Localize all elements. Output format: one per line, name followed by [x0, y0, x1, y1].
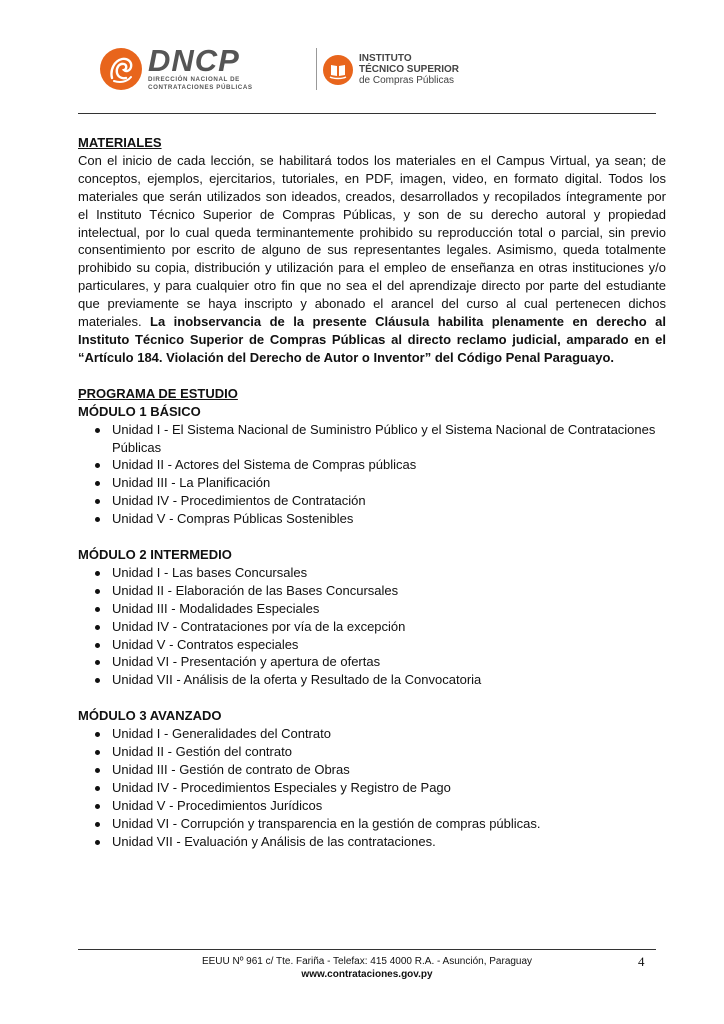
unit-item: Unidad I - Generalidades del Contrato: [112, 725, 666, 743]
unit-item: Unidad IV - Contrataciones por vía de la excepción: [112, 618, 666, 636]
materiales-bold-clause: La inobservancia de la presente Cláusula habilita plenamente en derecho al Instituto Técnico Superior de Compras Públicas al directo reclamo judicial, amparado en el “Artículo 184. Violación del Derecho de Autor o Inventor” del Código Penal Paraguayo.: [78, 314, 666, 365]
materiales-title: MATERIALES: [78, 135, 162, 150]
institute-name-line3: de Compras Públicas: [359, 75, 455, 86]
unit-item: Unidad V - Contratos especiales: [112, 636, 666, 654]
unit-list: [78, 564, 666, 689]
unit-item: Unidad II - Gestión del contrato: [112, 743, 666, 761]
header-divider: [316, 48, 317, 90]
unit-item: Unidad VI - Corrupción y transparencia en la gestión de compras públicas.: [112, 815, 666, 833]
institute-logo: [323, 53, 459, 86]
materiales-text: Con el inicio de cada lección, se habilitará todos los materiales en el Campus Virtual, ya sean; de conceptos, ejemplos, ejercitarios, tutoriales, en PDF, imagen, video, en formato digital. Todos los materiales que serán utilizados son ideados, creados, desarrollados y recopilados íntegramente por el Instituto Técnico Superior de Compras Públicas, y son de su derecho autoral y propiedad intelectual, por lo cual queda terminantemente prohibido su reproducción total o parcial, sin previo consentimiento por escrito de alguno de sus representantes legales. Asimismo, queda totalmente prohibido su copia, distribución y utilización para el empleo de enseñanza en otras instituciones y/o particulares, y para cualquier otro fin que no sea el del aprendizaje directo por parte del estudiante que previamente se haya inscripto y abonado el arancel del curso al cual pertenecen dichos materiales.: [78, 152, 666, 330]
institute-name-line1: INSTITUTO: [359, 53, 412, 64]
footer-website: www.contrataciones.gov.py: [301, 969, 433, 980]
module-title: MÓDULO 3 AVANZADO: [78, 708, 222, 724]
unit-item: Unidad III - La Planificación: [112, 474, 666, 492]
unit-item: Unidad V - Compras Públicas Sostenibles: [112, 510, 666, 528]
dncp-logo: [100, 43, 253, 91]
unit-item: Unidad II - Actores del Sistema de Compras públicas: [112, 456, 666, 474]
header-rule: [78, 113, 656, 114]
footer-rule: [78, 949, 656, 950]
unit-item: Unidad VII - Análisis de la oferta y Resultado de la Convocatoria: [112, 671, 666, 689]
dncp-wordmark: DNCP: [148, 43, 240, 78]
modules-container: [78, 403, 666, 851]
unit-list: [78, 421, 666, 528]
unit-item: Unidad VI - Presentación y apertura de ofertas: [112, 653, 666, 671]
unit-item: Unidad III - Modalidades Especiales: [112, 600, 666, 618]
materiales-paragraph: [78, 152, 666, 367]
unit-item: Unidad I - Las bases Concursales: [112, 564, 666, 582]
unit-item: Unidad VII - Evaluación y Análisis de las contrataciones.: [112, 833, 666, 851]
unit-list: [78, 725, 666, 850]
module-title: MÓDULO 2 INTERMEDIO: [78, 547, 232, 563]
dncp-subtitle-line2: CONTRATACIONES PÚBLICAS: [148, 83, 253, 91]
book-icon: [323, 55, 353, 85]
page-content: [78, 134, 666, 851]
unit-item: Unidad V - Procedimientos Jurídicos: [112, 797, 666, 815]
unit-item: Unidad IV - Procedimientos de Contratación: [112, 492, 666, 510]
module-title: MÓDULO 1 BÁSICO: [78, 403, 201, 419]
page-number: 4: [638, 954, 645, 969]
dncp-emblem-icon: [100, 48, 142, 90]
page-header: [0, 0, 724, 115]
footer-address: EEUU Nº 961 c/ Tte. Fariña - Telefax: 415 4000 R.A. - Asunción, Paraguay: [201, 956, 533, 967]
unit-item: Unidad II - Elaboración de las Bases Concursales: [112, 582, 666, 600]
dncp-subtitle-line1: DIRECCIÓN NACIONAL DE: [148, 76, 240, 83]
institute-name-line2: TÉCNICO SUPERIOR: [359, 64, 460, 75]
unit-item: Unidad III - Gestión de contrato de Obras: [112, 761, 666, 779]
unit-item: Unidad I - El Sistema Nacional de Suministro Público y el Sistema Nacional de Contrataciones Públicas: [112, 421, 666, 457]
unit-item: Unidad IV - Procedimientos Especiales y Registro de Pago: [112, 779, 666, 797]
programa-title: PROGRAMA DE ESTUDIO: [78, 385, 238, 401]
